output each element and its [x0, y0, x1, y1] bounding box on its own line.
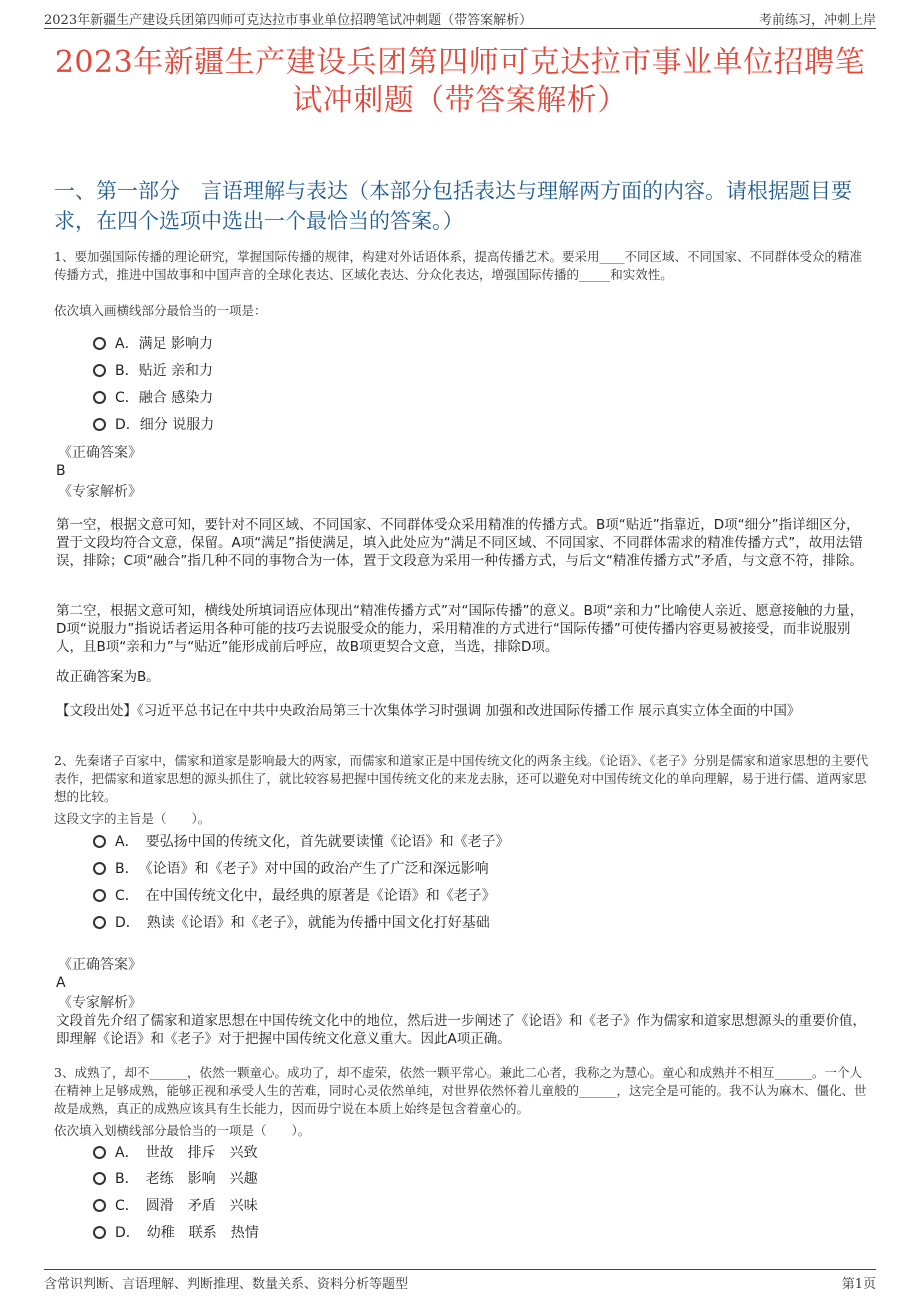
question-2-analysis: 文段首先介绍了儒家和道家思想在中国传统文化中的地位，然后进一步阐述了《论语》和《老子》作为儒家和道家思想源头的重要价值，即理解《论语》和《老子》对于把握中国传统文化意义重大。因此A项正确。	[56, 1013, 866, 1047]
radio-icon[interactable]	[93, 916, 106, 929]
question-2-analysis-label: 《专家解析》	[58, 995, 142, 1011]
radio-icon[interactable]	[93, 1172, 106, 1185]
question-1-prompt: 依次填入画横线部分最恰当的一项是：	[54, 303, 267, 318]
radio-icon[interactable]	[93, 418, 106, 431]
question-1-option-c[interactable]: C．融合 感染力	[93, 388, 213, 408]
question-1-analysis-para-1: 第一空，根据文意可知，要针对不同区域、不同国家、不同群体受众采用精准的传播方式。B项“贴近”指靠近，D项“细分”指详细区分，置于文段均符合文意，保留。A项“满足”指使满足，填入此处应为“满足不同区域、不同国家、不同群体需求的精准传播方式”，故用法错误，排除；C项“融合”指几种不同的事物合为一体，置于文段意为采用一种传播方式，与后文“精准传播方式”矛盾，与文意不符，排除。	[56, 517, 863, 569]
radio-icon[interactable]	[93, 862, 106, 875]
header-left: 2023年新疆生产建设兵团第四师可克达拉市事业单位招聘笔试冲刺题（带答案解析）	[44, 13, 533, 28]
radio-icon[interactable]	[93, 1226, 106, 1239]
radio-icon[interactable]	[93, 835, 106, 848]
section-heading: 一、第一部分 言语理解与表达（本部分包括表达与理解两方面的内容。请根据题目要求，在四个选项中选出一个最恰当的答案。）	[54, 179, 852, 233]
radio-icon[interactable]	[93, 337, 106, 350]
question-1-source: 【文段出处】《习近平总书记在中共中央政治局第三十次集体学习时强调 加强和改进国际传播工作 展示真实立体全面的中国》	[56, 703, 801, 719]
question-1-analysis-label: 《专家解析》	[58, 484, 142, 500]
question-2-option-a[interactable]: A． 要弘扬中国的传统文化，首先就要读懂《论语》和《老子》	[93, 832, 510, 852]
question-3-prompt: 依次填入划横线部分最恰当的一项是（ ）。	[54, 1123, 311, 1138]
question-1-option-b[interactable]: B．贴近 亲和力	[93, 361, 213, 381]
footer-left: 含常识判断、言语理解、判断推理、数量关系、资料分析等题型	[44, 1277, 409, 1292]
page-number: 第1页	[841, 1277, 876, 1292]
question-1-answer: B	[56, 463, 66, 479]
question-1-option-a[interactable]: A．满足 影响力	[93, 334, 213, 354]
question-2-option-c[interactable]: C． 在中国传统文化中，最经典的原著是《论语》和《老子》	[93, 886, 496, 906]
radio-icon[interactable]	[93, 364, 106, 377]
header-right: 考前练习，冲刺上岸	[758, 13, 876, 28]
question-2-prompt: 这段文字的主旨是（ ）。	[54, 811, 211, 826]
document-title: 2023年新疆生产建设兵团第四师可克达拉市事业单位招聘笔试冲刺题（带答案解析）	[54, 45, 866, 118]
question-3-option-c[interactable]: C． 圆滑 矛盾 兴味	[93, 1196, 258, 1216]
question-1-answer-label: 《正确答案》	[58, 445, 142, 461]
question-3-stem: 3、成熟了，却不______，依然一颗童心。成功了，却不虚荣，依然一颗平常心。兼此二心者，我称之为慧心。童心和成熟并不相互______。一个人在精神上足够成熟，能够正视和承受人生的苦难，同时心灵依然单纯，对世界依然怀着儿童般的______，这完全是可能的。我不认为麻木、僵化、世故是成熟，真正的成熟应该具有生长能力，因而毋宁说在本质上始终是包含着童心的。	[54, 1065, 867, 1116]
question-2-answer: A	[56, 975, 66, 991]
question-3-option-b[interactable]: B． 老练 影响 兴趣	[93, 1169, 258, 1189]
question-2-answer-label: 《正确答案》	[58, 957, 142, 973]
question-1-analysis-conclusion: 故正确答案为B。	[56, 669, 160, 685]
radio-icon[interactable]	[93, 889, 106, 902]
question-2-stem: 2、先秦诸子百家中，儒家和道家是影响最大的两家，而儒家和道家正是中国传统文化的两条主线。《论语》、《老子》分别是儒家和道家思想的主要代表作，把儒家和道家思想的源头抓住了，就比较容易把握中国传统文化的来龙去脉，还可以避免对中国传统文化的单向理解，易于进行儒、道两家思想的比较。	[54, 753, 869, 804]
page-footer	[44, 1269, 876, 1292]
radio-icon[interactable]	[93, 1146, 106, 1159]
question-2-option-d[interactable]: D． 熟读《论语》和《老子》，就能为传播中国文化打好基础	[93, 913, 490, 933]
question-1-option-d[interactable]: D．细分 说服力	[93, 415, 214, 435]
question-1-stem: 1、要加强国际传播的理论研究，掌握国际传播的规律，构建对外话语体系，提高传播艺术。要采用____不同区域、不同国家、不同群体受众的精准传播方式，推进中国故事和中国声音的全球化表达、区域化表达、分众化表达，增强国际传播的_____和实效性。	[54, 249, 862, 282]
question-3-option-a[interactable]: A． 世故 排斥 兴致	[93, 1143, 258, 1163]
radio-icon[interactable]	[93, 391, 106, 404]
question-1-analysis-para-2: 第二空，根据文意可知，横线处所填词语应体现出“精准传播方式”对“国际传播”的意义。B项“亲和力”比喻使人亲近、愿意接触的力量，D项“说服力”指说话者运用各种可能的技巧去说服受众的能力，采用精准的方式进行“国际传播”可使传播内容更易被接受，而非说服别人，且B项“亲和力”与“贴近”能形成前后呼应，故B项更契合文意，当选，排除D项。	[56, 603, 864, 655]
question-3-option-d[interactable]: D． 幼稚 联系 热情	[93, 1223, 259, 1243]
radio-icon[interactable]	[93, 1199, 106, 1212]
page-header	[44, 8, 876, 29]
question-2-option-b[interactable]: B． 《论语》和《老子》对中国的政治产生了广泛和深远影响	[93, 859, 489, 879]
